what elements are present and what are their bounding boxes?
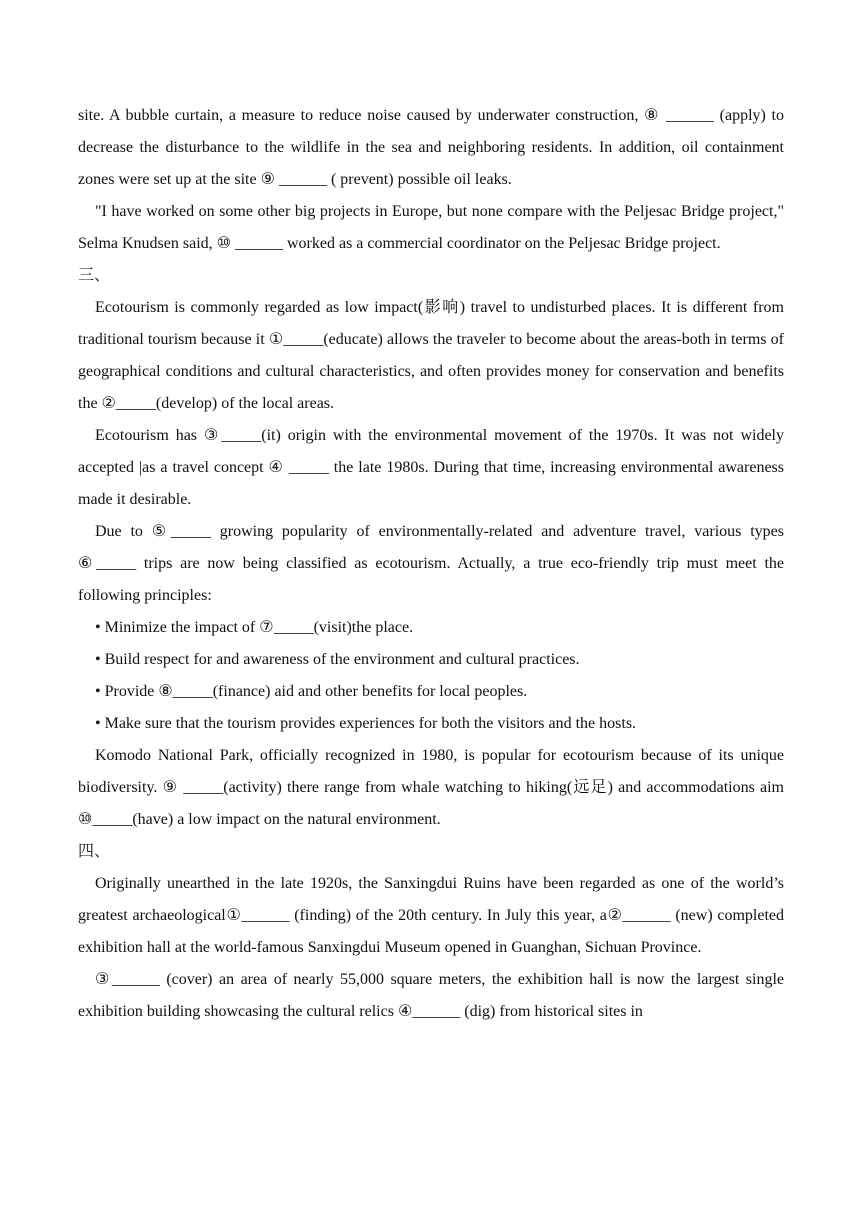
bullet-item: • Minimize the impact of ⑦_____(visit)the place. — [95, 619, 414, 636]
section-heading-four: 四、 — [78, 843, 111, 860]
document-page — [78, 100, 784, 1028]
paragraph-exhibition-hall: ③______ (cover) an area of nearly 55,000 square meters, the exhibition hall is now the largest single exhibition building showcasing the cultural relics ④______ (dig) from historical sites in — [78, 971, 784, 1020]
paragraph-ecotourism-origin: Ecotourism has ③_____(it) origin with the environmental movement of the 1970s. It was not widely accepted |as a travel concept ④ _____ the late 1980s. During that time, increasing environmental awareness made it desirable. — [78, 427, 784, 508]
bullet-item: • Provide ⑧_____(finance) aid and other benefits for local peoples. — [95, 683, 528, 700]
paragraph-bubble-curtain: site. A bubble curtain, a measure to reduce noise caused by underwater construction, ⑧ ______ (apply) to decrease the disturbance to the wildlife in the sea and neighboring residents. In addition, oil containment zones were set up at the site ⑨ ______ ( prevent) possible oil leaks. — [78, 107, 784, 188]
bullet-item: • Build respect for and awareness of the environment and cultural practices. — [95, 651, 580, 668]
section-heading-three: 三、 — [78, 267, 111, 284]
paragraph-knudsen-quote: "I have worked on some other big projects in Europe, but none compare with the Peljesac Bridge project," Selma Knudsen said, ⑩ ______ worked as a commercial coordinator on the Peljesac Bridge project. — [78, 203, 784, 252]
bullet-item: • Make sure that the tourism provides experiences for both the visitors and the hosts. — [95, 715, 637, 732]
paragraph-ecotourism-principles: Due to ⑤_____ growing popularity of environmentally-related and adventure travel, various types ⑥_____ trips are now being classified as ecotourism. Actually, a true eco-friendly trip must meet the following principles: — [78, 523, 784, 604]
paragraph-komodo: Komodo National Park, officially recognized in 1980, is popular for ecotourism because of its unique biodiversity. ⑨ _____(activity) there range from whale watching to hiking(远足) and accommodations aim ⑩_____(have) a low impact on the natural environment. — [78, 747, 784, 828]
paragraph-sanxingdui-intro: Originally unearthed in the late 1920s, the Sanxingdui Ruins have been regarded as one of the world’s greatest archaeological①______ (finding) of the 20th century. In July this year, a②______ (new) completed exhibition hall at the world-famous Sanxingdui Museum opened in Guanghan, Sichuan Province. — [78, 875, 784, 956]
paragraph-ecotourism-definition: Ecotourism is commonly regarded as low impact(影响) travel to undisturbed places. It is different from traditional tourism because it ①_____(educate) allows the traveler to become about the areas-both in terms of geographical conditions and cultural characteristics, and often provides money for conservation and benefits the ②_____(develop) of the local areas. — [78, 299, 784, 412]
